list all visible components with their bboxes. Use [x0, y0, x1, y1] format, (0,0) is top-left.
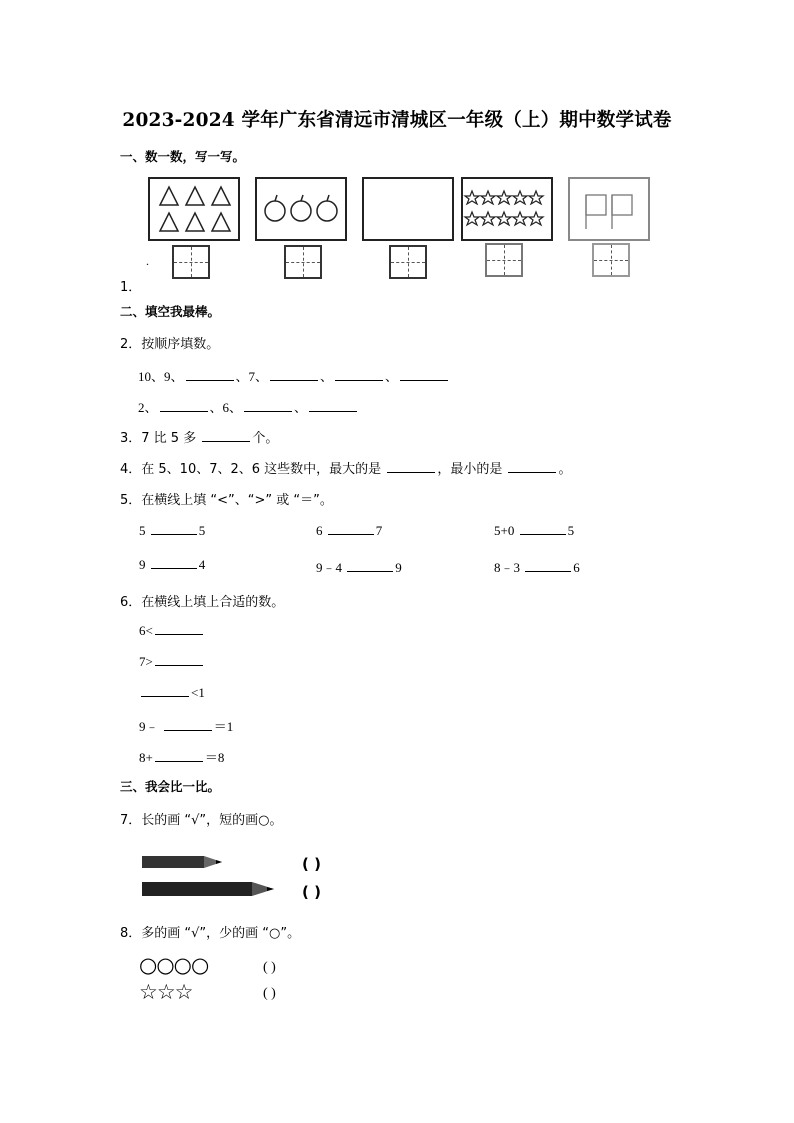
q2-row1-text-3: 、 [320, 369, 334, 384]
q5-item-2 [316, 523, 382, 539]
q6-item-5-after: ＝8 [204, 750, 225, 765]
q3-suffix: 个。 [252, 431, 279, 446]
flags-icon [570, 179, 648, 239]
triangles-box [148, 177, 240, 241]
q3-blank[interactable] [202, 430, 250, 442]
q2-row1-text-4: 、 [385, 369, 399, 384]
stars-row-icon: ☆☆☆ [139, 980, 193, 1004]
q3-prompt: 3．7 比 5 多 [120, 431, 197, 446]
q2-blank-1[interactable] [186, 369, 234, 381]
q6-blank-5[interactable] [155, 750, 203, 762]
stars-box [461, 177, 553, 241]
q6-item-2 [139, 654, 205, 670]
answer-grid-3[interactable] [389, 245, 427, 279]
q5-item-6-right: 6 [573, 560, 580, 575]
apples-icon [257, 179, 345, 239]
q8-answer-stars[interactable]: ( ) [263, 986, 276, 1001]
q5-item-4-right: 4 [198, 557, 206, 572]
q5-prompt: 5．在横线上填 “<”、“>” 或 “＝”。 [120, 493, 333, 508]
answer-grid-2[interactable] [284, 245, 322, 279]
q5-item-1-right: 5 [198, 523, 206, 538]
q7-answer-long[interactable]: ( ) [302, 883, 321, 901]
q5-item-1-left: 5 [139, 523, 146, 538]
flags-box [568, 177, 650, 241]
q5-item-3-right: 5 [567, 523, 575, 538]
q2-row1-text-2: 、7、 [235, 369, 269, 384]
q5-item-3-left: 5+0 [494, 523, 515, 538]
q2-row1 [138, 366, 450, 385]
q5-item-2-right: 7 [375, 523, 383, 538]
q2-row2-text-1: 2、 [138, 400, 158, 415]
q4-middle: ，最小的是 [437, 462, 503, 477]
q5-blank-1[interactable] [151, 523, 197, 535]
q6-item-4 [139, 716, 233, 735]
q2-row2 [138, 397, 359, 416]
q6-item-5-before: 8+ [139, 750, 153, 765]
q5-blank-6[interactable] [525, 560, 571, 572]
q6-item-4-after: ＝1 [213, 719, 234, 734]
q2-blank-2[interactable] [270, 369, 318, 381]
q2-prompt: 2．按顺序填数。 [120, 337, 220, 352]
q2-row2-text-3: 、 [294, 400, 308, 415]
q6-blank-3[interactable] [141, 685, 189, 697]
q6-item-5 [139, 747, 224, 766]
q2-blank-6[interactable] [244, 400, 292, 412]
q1-number: 1． [120, 280, 142, 295]
q8-answer-circles[interactable]: ( ) [263, 960, 276, 975]
q6-blank-1[interactable] [155, 623, 203, 635]
section-2-heading: 二、填空我最棒。 [120, 304, 221, 319]
q4-prompt: 4．在 5、10、7、2、6 这些数中，最大的是 [120, 462, 382, 477]
q6-blank-4[interactable] [164, 719, 212, 731]
q4-end: 。 [558, 462, 572, 477]
q5-item-5 [316, 557, 402, 576]
section-1-heading: 一、数一数，写一写。 [120, 149, 246, 164]
q6-item-1-before: 6< [139, 623, 153, 638]
q3 [120, 427, 278, 446]
q2-row1-text-1: 10、9、 [138, 369, 184, 384]
q5-item-4 [139, 557, 205, 573]
q4-blank-min[interactable] [508, 461, 556, 473]
q2-row2-text-2: 、6、 [209, 400, 243, 415]
q2-blank-3[interactable] [335, 369, 383, 381]
q5-blank-4[interactable] [151, 557, 197, 569]
q4-blank-max[interactable] [387, 461, 435, 473]
q5-item-3 [494, 523, 574, 539]
q5-item-6 [494, 557, 580, 576]
q7-answer-short[interactable]: ( ) [302, 855, 321, 873]
q6-blank-2[interactable] [155, 654, 203, 666]
empty-box [362, 177, 454, 241]
answer-grid-1[interactable] [172, 245, 210, 279]
q5-item-5-left: 9﹣4 [316, 560, 343, 575]
apples-box [255, 177, 347, 241]
q5-blank-5[interactable] [347, 560, 393, 572]
q2-blank-7[interactable] [309, 400, 357, 412]
section-3-heading: 三、我会比一比。 [120, 779, 221, 794]
q1-dot: . [146, 254, 149, 268]
q6-item-3 [139, 685, 205, 701]
circles-icon: ○○○○ [139, 953, 209, 977]
q5-item-4-left: 9 [139, 557, 146, 572]
triangles-icon [150, 179, 238, 239]
pencils-icon [140, 850, 285, 908]
q7-prompt: 7．长的画 “√”，短的画○。 [120, 813, 283, 828]
q5-item-2-left: 6 [316, 523, 323, 538]
q8-prompt: 8．多的画 “√”，少的画 “○”。 [120, 926, 301, 941]
q5-blank-3[interactable] [520, 523, 566, 535]
q5-item-6-left: 8﹣3 [494, 560, 521, 575]
q2-blank-5[interactable] [160, 400, 208, 412]
q6-item-2-before: 7> [139, 654, 153, 669]
q6-item-1 [139, 623, 205, 639]
q5-blank-2[interactable] [328, 523, 374, 535]
q6-item-4-before: 9﹣ [139, 719, 159, 734]
page-title: 2023-2024 学年广东省清远市清城区一年级（上）期中数学试卷 [122, 110, 672, 131]
q5-item-1 [139, 523, 205, 539]
q5-item-5-right: 9 [395, 560, 402, 575]
q4 [120, 458, 571, 477]
q6-item-3-after: <1 [191, 685, 205, 700]
q2-blank-4[interactable] [400, 369, 448, 381]
stars-icon [463, 179, 551, 239]
answer-grid-5[interactable] [592, 243, 630, 277]
answer-grid-4[interactable] [485, 243, 523, 277]
q6-prompt: 6．在横线上填上合适的数。 [120, 595, 285, 610]
